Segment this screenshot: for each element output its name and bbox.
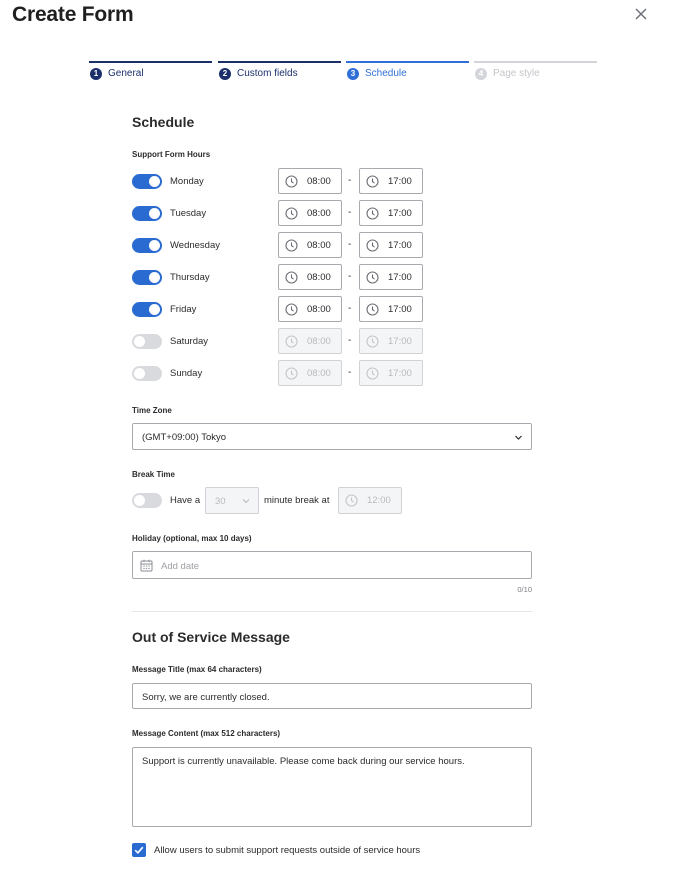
timezone-label: Time Zone [132,406,172,415]
step-number: 4 [475,68,487,80]
end-time-picker[interactable] [359,200,423,226]
allow-outside-hours-checkbox[interactable] [132,843,146,857]
message-content-label: Message Content (max 512 characters) [132,729,281,738]
message-title-label: Message Title (max 64 characters) [132,665,262,674]
start-time-picker[interactable] [278,296,342,322]
chevron-down-icon [242,497,250,505]
step-custom-fields[interactable] [218,61,341,85]
clock-icon [366,303,379,316]
end-time-value: 17:00 [388,176,412,187]
end-time-value: 17:00 [388,272,412,283]
break-toggle[interactable] [132,493,162,508]
clock-icon [366,207,379,220]
step-number: 3 [347,68,359,80]
toggle-knob [149,304,160,315]
start-time-picker [278,360,342,386]
toggle-knob [134,495,145,506]
end-time-picker[interactable] [359,264,423,290]
day-toggle[interactable] [132,206,162,221]
step-number: 1 [90,68,102,80]
day-toggle[interactable] [132,174,162,189]
day-label: Monday [170,176,204,187]
end-time-picker[interactable] [359,168,423,194]
break-time-value: 12:00 [367,495,391,506]
step-label: Page style [493,68,540,79]
break-prefix: Have a [170,495,201,506]
clock-icon [285,239,298,252]
checkmark-icon [132,843,146,857]
toggle-knob [134,368,145,379]
clock-icon [285,303,298,316]
break-time-label: Break Time [132,470,175,479]
start-time-value: 08:00 [307,304,331,315]
day-toggle[interactable] [132,334,162,349]
day-label: Friday [170,304,197,315]
end-time-picker[interactable] [359,296,423,322]
time-separator: - [348,367,352,378]
step-progress-bar [89,61,212,63]
day-label: Wednesday [170,240,220,251]
clock-icon [285,207,298,220]
end-time-value: 17:00 [388,240,412,251]
clock-icon [345,494,358,507]
start-time-picker [278,328,342,354]
page-title: Create Form [12,3,134,26]
end-time-value: 17:00 [388,368,412,379]
chevron-down-icon [514,433,523,442]
day-label: Sunday [170,368,203,379]
clock-icon [366,175,379,188]
end-time-value: 17:00 [388,304,412,315]
day-toggle[interactable] [132,302,162,317]
time-separator: - [348,335,352,346]
clock-icon [366,367,379,380]
schedule-heading: Schedule [132,114,195,130]
start-time-value: 08:00 [307,272,331,283]
section-divider [132,611,532,612]
break-minutes-select [205,487,259,514]
holiday-placeholder: Add date [161,561,200,572]
start-time-picker[interactable] [278,200,342,226]
step-label: Schedule [365,68,407,79]
support-hours-label: Support Form Hours [132,150,211,159]
end-time-picker [359,360,423,386]
message-title-value: Sorry, we are currently closed. [142,692,270,703]
toggle-knob [149,176,160,187]
day-label: Tuesday [170,208,207,219]
time-separator: - [348,239,352,250]
stepper [89,61,597,85]
clock-icon [285,175,298,188]
day-label: Saturday [170,336,209,347]
timezone-select[interactable] [132,423,532,450]
time-separator: - [348,271,352,282]
clock-icon [366,239,379,252]
step-schedule[interactable] [346,61,469,85]
out-of-service-heading: Out of Service Message [132,629,290,645]
clock-icon [366,271,379,284]
time-separator: - [348,207,352,218]
clock-icon [285,335,298,348]
holiday-date-input[interactable] [132,551,532,579]
allow-outside-hours-label: Allow users to submit support requests outside of service hours [154,845,421,856]
holiday-label: Holiday (optional, max 10 days) [132,534,252,543]
step-progress-bar [474,61,597,63]
time-separator: - [348,303,352,314]
clock-icon [366,335,379,348]
break-time-picker [338,487,402,514]
message-content-textarea[interactable] [132,747,532,827]
start-time-value: 08:00 [307,208,331,219]
time-separator: - [348,175,352,186]
step-label: Custom fields [237,68,298,79]
toggle-knob [134,336,145,347]
day-toggle[interactable] [132,238,162,253]
message-content-value: Support is currently unavailable. Please come back during our service hours. [142,756,465,767]
step-number: 2 [219,68,231,80]
step-general[interactable] [89,61,212,85]
start-time-picker[interactable] [278,264,342,290]
step-progress-bar [346,61,469,63]
break-minutes-value: 30 [215,496,226,507]
toggle-knob [149,240,160,251]
message-title-input[interactable] [132,683,532,709]
day-toggle[interactable] [132,270,162,285]
end-time-picker [359,328,423,354]
calendar-icon [140,559,153,572]
end-time-value: 17:00 [388,336,412,347]
holiday-counter: 0/10 [517,585,532,594]
start-time-value: 08:00 [307,240,331,251]
step-label: General [108,68,144,79]
start-time-value: 08:00 [307,368,331,379]
clock-icon [285,367,298,380]
timezone-value: (GMT+09:00) Tokyo [142,432,227,443]
close-icon[interactable] [632,5,650,23]
start-time-value: 08:00 [307,336,331,347]
end-time-value: 17:00 [388,208,412,219]
clock-icon [285,271,298,284]
end-time-picker[interactable] [359,232,423,258]
toggle-knob [149,272,160,283]
day-toggle[interactable] [132,366,162,381]
step-progress-bar [218,61,341,63]
start-time-picker[interactable] [278,168,342,194]
day-label: Thursday [170,272,210,283]
step-page-style[interactable] [474,61,597,85]
break-middle-text: minute break at [264,495,330,506]
toggle-knob [149,208,160,219]
start-time-picker[interactable] [278,232,342,258]
start-time-value: 08:00 [307,176,331,187]
